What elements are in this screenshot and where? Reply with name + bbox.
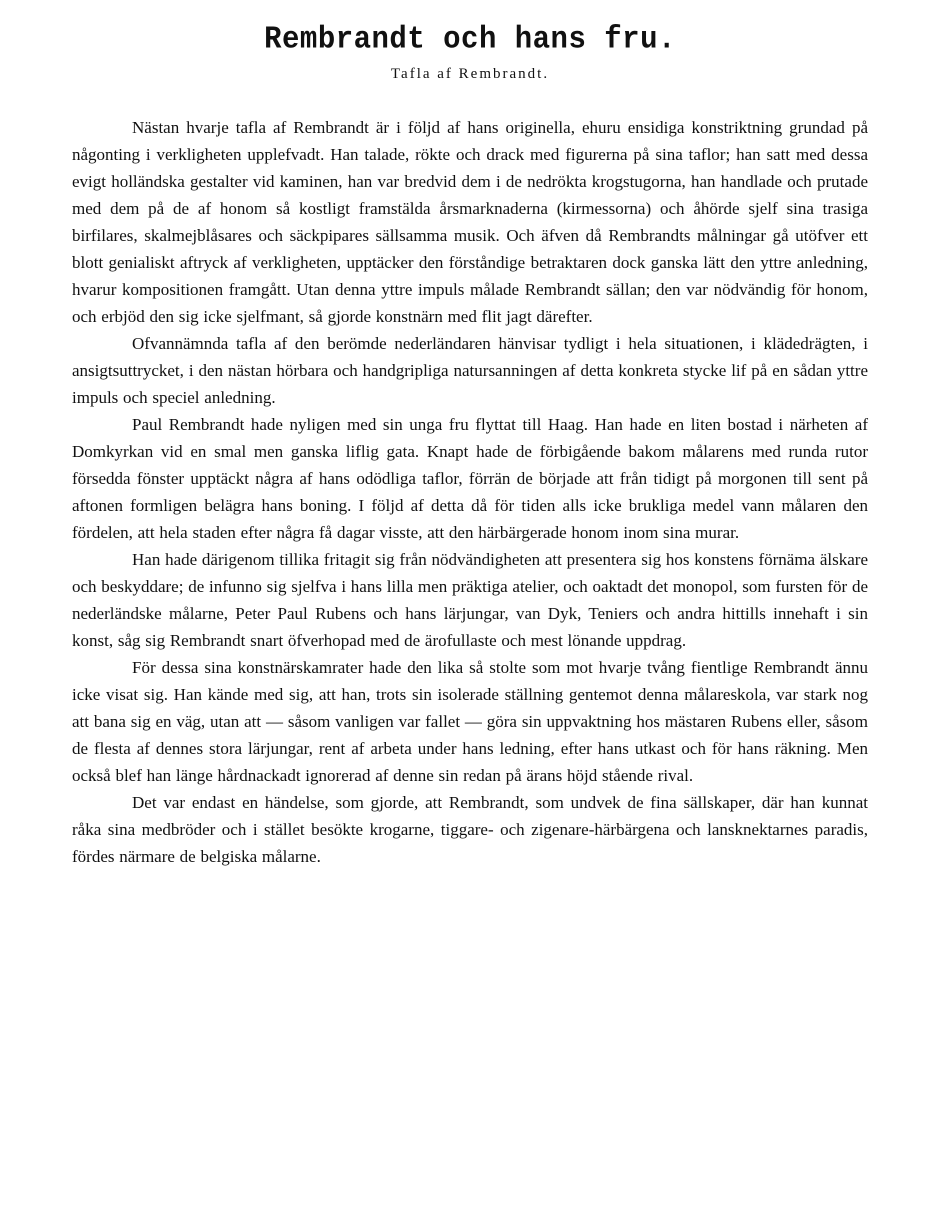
paragraph-6: Det var endast en händelse, som gjorde, att Rembrandt, som undvek de fina sällskaper, där han kunnat råka sina medbröder och i stället besökte krogarne, tiggare- och zigenare-härbärgena och lansknektarnes paradis, fördes närmare de belgiska målarne. [72, 793, 868, 866]
document-page [72, 0, 868, 870]
document-title: Rembrandt och hans fru. [264, 21, 676, 58]
paragraph-4: Han hade därigenom tillika fritagit sig från nödvändigheten att presentera sig hos konstens förnäma älskare och beskyddare; de infunno sig sjelfva i hans lilla men präktiga atelier, och oaktadt det monopol, som fursten för de nederländske målarne, Peter Paul Rubens och hans lärjungar, van Dyk, Teniers och andra hittills innehaft i sin konst, såg sig Rembrandt snart öfverhopad med de ärofullaste och mest lönande uppdrag. [72, 550, 868, 650]
paragraph-1: Nästan hvarje tafla af Rembrandt är i följd af hans originella, ehuru ensidiga konstriktning grundad på någonting i verkligheten upplefvadt. Han talade, rökte och drack med figurerna på sina taflor; han satt med dessa evigt holländska gestalter vid kaminen, han var bredvid dem i de nedrökta krogstugorna, han handlade och prutade med dem på de af honom så kostligt framstälda årsmarknaderna (kirmessorna) och åhörde sjelf sina trasiga birfilares, skalmejblåsares och säckpipares sällsamma musik. Och äfven då Rembrandts målningar gå utöfver ett blott genialiskt aftryck af verkligheten, upptäcker den förståndige betraktaren dock ganska lätt den yttre anledning, hvarur kompositionen framgått. Utan denna yttre impuls målade Rembrandt sällan; den var nödvändig för honom, och erbjöd den sig icke sjelfmant, så gjorde konstnärn med flit jagt därefter. [72, 118, 868, 326]
paragraph-5: För dessa sina konstnärskamrater hade den lika så stolte som mot hvarje tvång fientlige Rembrandt ännu icke visat sig. Han kände med sig, att han, trots sin isolerade ställning gentemot denna målareskola, var stark nog att bana sig en väg, utan att — såsom vanligen var fallet — göra sin uppvaktning hos mästaren Rubens eller, såsom de flesta af dennes stora lärjungar, rent af arbeta under hans ledning, efter hans utkast och för hans räkning. Men också blef han länge hårdnackadt ignorerad af denne sin redan på ärans höjd stående rival. [72, 658, 868, 785]
document-body [72, 114, 868, 870]
paragraph-2: Ofvannämnda tafla af den berömde nederländaren hänvisar tydligt i hela situationen, i klädedrägten, i ansigtsuttrycket, i den nästan hörbara och handgripliga natursanningen af detta konkreta stycke lif på en sådan yttre impuls och speciel anledning. [72, 334, 868, 407]
paragraph-3: Paul Rembrandt hade nyligen med sin unga fru flyttat till Haag. Han hade en liten bostad i närheten af Domkyrkan vid en smal men ganska liflig gata. Knapt hade de förbigående bakom målarens med runda rutor försedda fönster upptäckt några af hans odödliga taflor, förrän de började att från tidigt på morgonen till sent på aftonen formligen belägra hans boning. I följd af detta då för tiden alls icke brukliga medel vann målaren den fördelen, att hela staden efter några få dagar visste, att den härbärgerade honom inom sina murar. [72, 415, 868, 542]
document-subtitle: Tafla af Rembrandt. [390, 66, 550, 82]
